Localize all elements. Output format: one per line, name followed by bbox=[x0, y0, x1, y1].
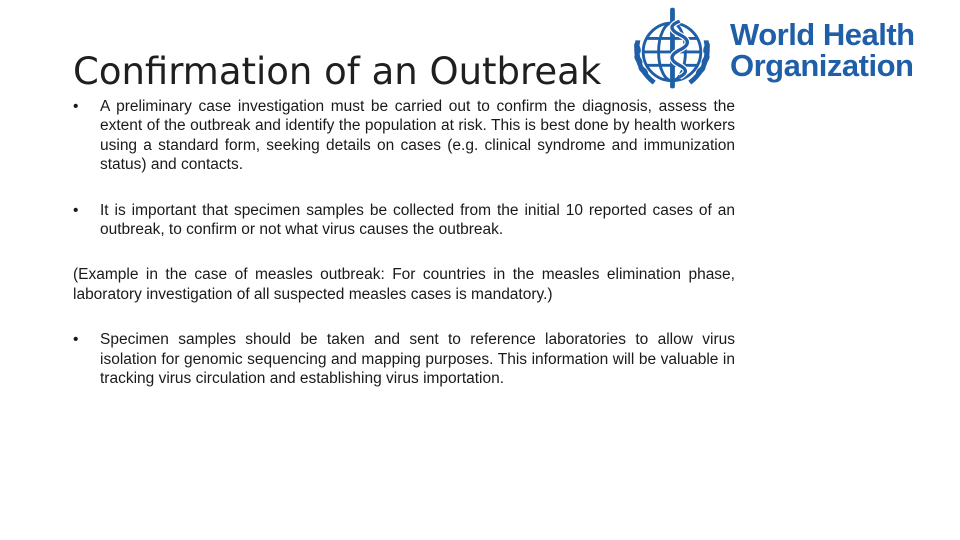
who-emblem-icon bbox=[624, 2, 720, 98]
bullet-item bbox=[73, 201, 735, 240]
example-note: (Example in the case of measles outbreak: For countries in the measles elimination phase, laboratory investigation of all suspected measles cases is mandatory.) bbox=[73, 266, 735, 303]
bullet-text: It is important that specimen samples be collected from the initial 10 reported cases of an outbreak, to confirm or not what virus causes the outbreak. bbox=[100, 201, 735, 239]
who-logo bbox=[624, 2, 915, 98]
bullet-text: A preliminary case investigation must be carried out to confirm the diagnosis, assess the extent of the outbreak and identify the population at risk. This is best done by health workers using a standard form, seeking details on cases (e.g. clinical syndrome and immunization status) and contacts. bbox=[100, 98, 735, 174]
bullet-marker: • bbox=[73, 331, 79, 349]
logo-line-1: World Health bbox=[730, 17, 915, 52]
slide-content bbox=[73, 97, 735, 388]
bullet-marker: • bbox=[73, 98, 79, 115]
bullet-text: Specimen samples should be taken and sent to reference laboratories to allow virus isolation for genomic sequencing and mapping purposes. This information will be valuable in tracking virus circulation and establishing virus importation. bbox=[100, 331, 735, 388]
bullet-marker: • bbox=[73, 201, 79, 219]
bullet-item bbox=[73, 97, 735, 175]
bullet-item bbox=[73, 330, 735, 388]
logo-line-2: Organization bbox=[730, 48, 914, 83]
page-title: Confirmation of an Outbreak bbox=[73, 50, 602, 93]
